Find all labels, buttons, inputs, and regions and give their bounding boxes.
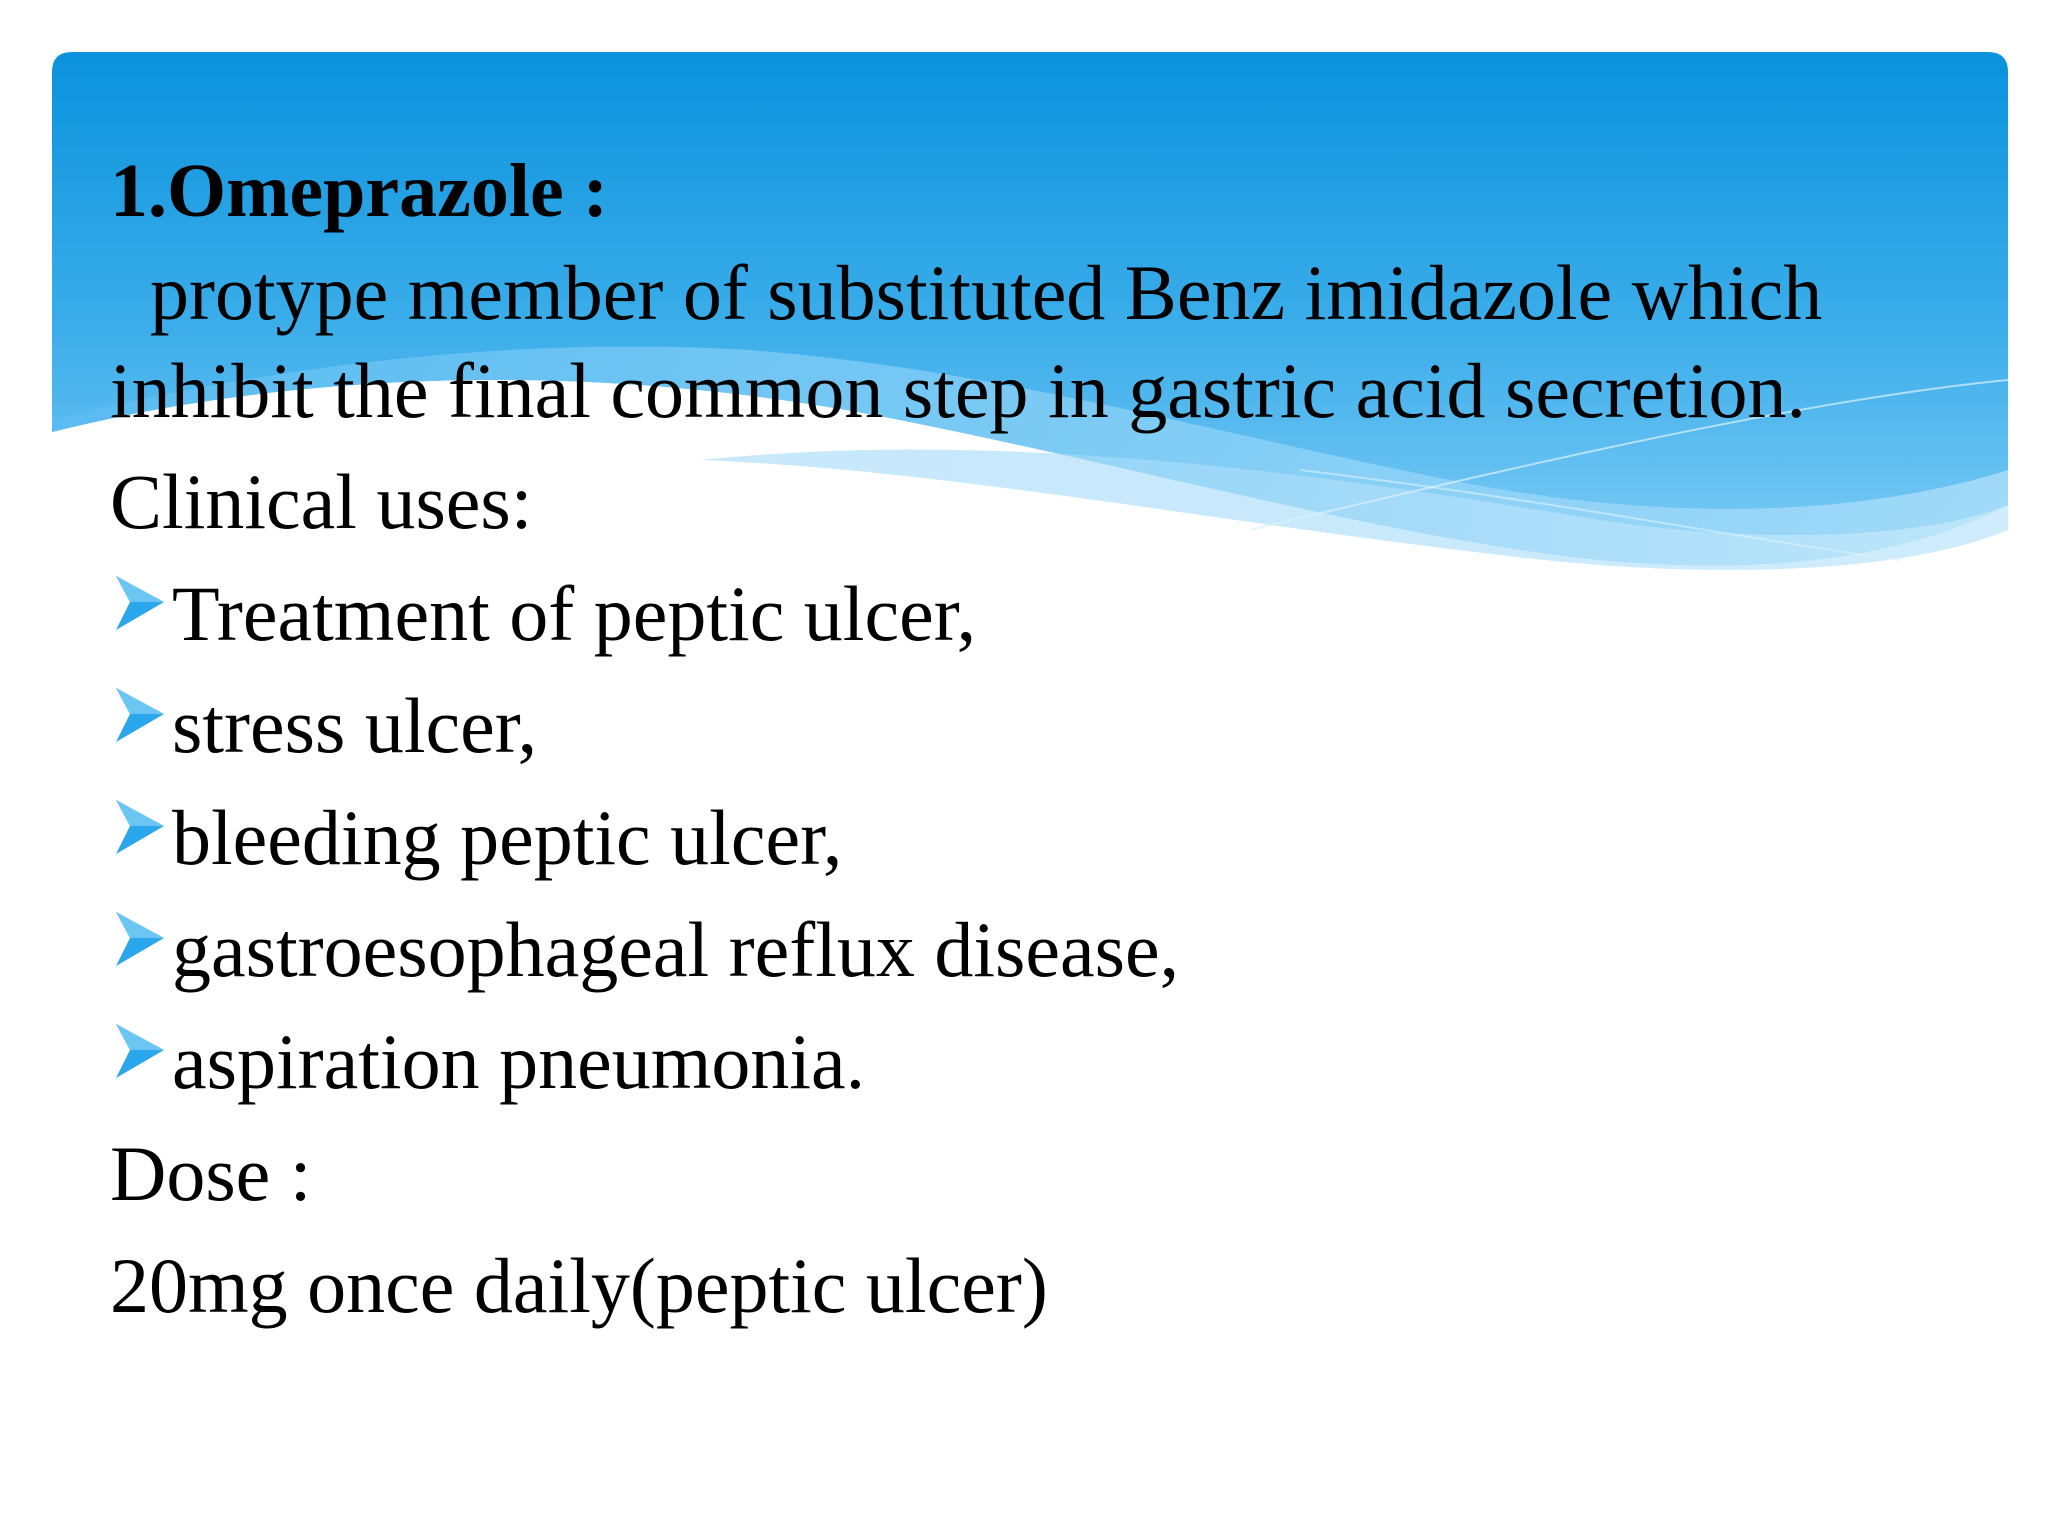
list-item — [110, 894, 1990, 1006]
dose-value: 20mg once daily(peptic ulcer) — [110, 1242, 1048, 1329]
arrow-bullet-icon — [114, 686, 166, 744]
clinical-use-text: Treatment of peptic ulcer, — [172, 570, 977, 657]
slide-title: 1.Omeprazole : — [110, 149, 609, 233]
list-item — [110, 670, 1990, 782]
arrow-bullet-icon — [114, 574, 166, 632]
arrow-bullet-icon — [114, 1022, 166, 1080]
drug-description — [110, 244, 1990, 440]
arrow-bullet-icon — [114, 910, 166, 968]
clinical-use-text: bleeding peptic ulcer, — [172, 794, 843, 881]
list-item — [110, 1006, 1990, 1118]
description-line-1: protype member of substituted Benz imidazole which — [150, 249, 1823, 336]
arrow-bullet-icon — [114, 798, 166, 856]
clinical-uses-heading: Clinical uses: — [110, 458, 533, 545]
clinical-use-text: aspiration pneumonia. — [172, 1018, 866, 1105]
dose-heading: Dose : — [110, 1130, 312, 1217]
clinical-use-text: stress ulcer, — [172, 682, 538, 769]
slide-content — [110, 138, 1990, 1342]
clinical-use-text: gastroesophageal reflux disease, — [172, 906, 1180, 993]
description-line-2: inhibit the final common step in gastric acid secretion. — [110, 347, 1807, 434]
list-item — [110, 558, 1990, 670]
list-item — [110, 782, 1990, 894]
